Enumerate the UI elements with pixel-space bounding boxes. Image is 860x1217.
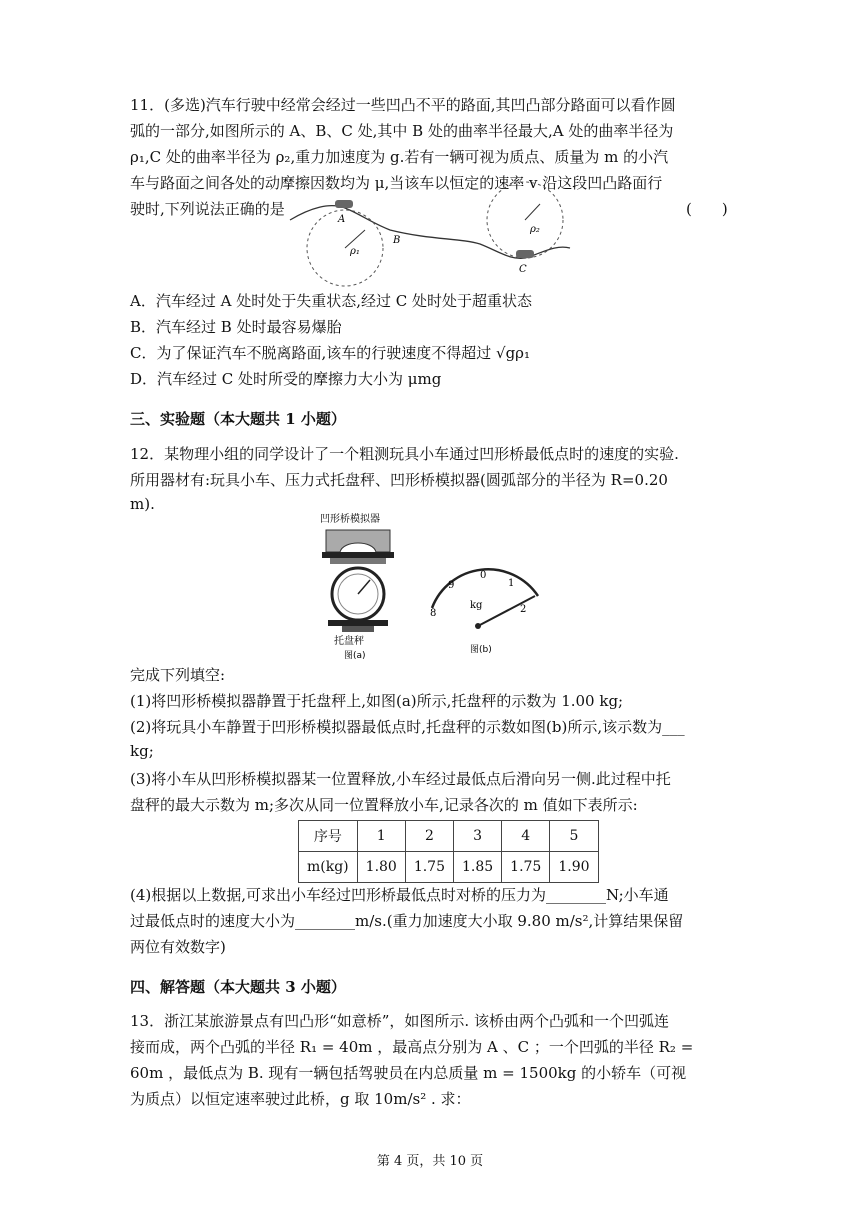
- answer-bracket: ( ): [686, 200, 728, 218]
- dial-needle: [478, 596, 535, 626]
- q11-line-5: 驶时,下列说法正确的是: [130, 200, 285, 218]
- tick-9: 9: [448, 580, 455, 591]
- fig-a-top-label: 凹形桥模拟器: [320, 514, 380, 525]
- option-d: D．汽车经过 C 处时所受的摩擦力大小为 μmg: [130, 370, 442, 388]
- fig-b-caption: 图(b): [470, 645, 492, 655]
- fig-a-caption: 图(a): [344, 651, 366, 661]
- figure-b-dial: [420, 556, 550, 656]
- tick-1: 1: [508, 578, 515, 589]
- table-cell: 1.75: [405, 852, 453, 883]
- table-cell: 序号: [299, 821, 358, 852]
- unit-kg: kg: [470, 600, 483, 611]
- q12-step-4c: 两位有效数字): [130, 938, 226, 956]
- option-b: B．汽车经过 B 处时最容易爆胎: [130, 318, 342, 336]
- q12-step-3: (3)将小车从凹形桥模拟器某一位置释放,小车经过最低点后滑向另一侧.此过程中托: [130, 770, 671, 788]
- figure-a-scale: [318, 512, 398, 662]
- q12-step-0: 完成下列填空:: [130, 666, 226, 684]
- section-3-heading: 三、实验题（本大题共 1 小题）: [130, 410, 346, 428]
- q13-line-4: 为质点）以恒定速率驶过此桥，g 取 10m/s² . 求：: [130, 1090, 471, 1108]
- tick-8: 8: [430, 608, 437, 619]
- table-cell: 1.80: [357, 852, 405, 883]
- table-cell: 3: [454, 821, 502, 852]
- q12-step-3b: 盘秤的最大示数为 m;多次从同一位置释放小车,记录各次的 m 值如下表所示:: [130, 796, 638, 814]
- mass-table: [298, 820, 599, 883]
- bridge-simulator: [326, 530, 390, 552]
- road-figure: [290, 196, 580, 286]
- fig-a-bottom-label: 托盘秤: [334, 636, 364, 647]
- table-cell: 4: [502, 821, 550, 852]
- table-cell: m(kg): [299, 852, 358, 883]
- q12-step-2: (2)将玩具小车静置于凹形桥模拟器最低点时,托盘秤的示数如图(b)所示,该示数为___: [130, 718, 685, 736]
- option-a: A．汽车经过 A 处时处于失重状态,经过 C 处时处于超重状态: [130, 292, 532, 310]
- table-cell: 2: [405, 821, 453, 852]
- q11-line-1: 11．(多选)汽车行驶中经常会经过一些凹凸不平的路面,其凹凸部分路面可以看作圆: [130, 96, 676, 114]
- table-cell: 1.75: [502, 852, 550, 883]
- car-a: [335, 200, 353, 208]
- option-c: C．为了保证汽车不脱离路面,该车的行驶速度不得超过 √gρ₁: [130, 344, 531, 362]
- q12-step-4a: (4)根据以上数据,可求出小车经过凹形桥最低点时对桥的压力为________N;小车通: [130, 886, 669, 904]
- label-rho2: ρ₂: [530, 224, 540, 235]
- table-cell: 1: [357, 821, 405, 852]
- page-footer: 第 4 页，共 10 页: [376, 1154, 484, 1169]
- section-4-heading: 四、解答题（本大题共 3 小题）: [130, 978, 346, 996]
- q12-step-2b: kg;: [130, 742, 154, 760]
- q11-line-2: 弧的一部分,如图所示的 A、B、C 处,其中 B 处的曲率半径最大,A 处的曲率半径为: [130, 122, 674, 140]
- q12-line-1: 12．某物理小组的同学设计了一个粗测玩具小车通过凹形桥最低点时的速度的实验.: [130, 445, 679, 463]
- label-b: B: [393, 235, 401, 246]
- q11-line-4: 车与路面之间各处的动摩擦因数均为 μ,当该车以恒定的速率 v 沿这段凹凸路面行: [130, 174, 663, 192]
- car-c: [516, 250, 534, 258]
- table-cell: 1.85: [454, 852, 502, 883]
- q12-step-4b: 过最低点时的速度大小为________m/s.(重力加速度大小取 9.80 m/s²,计算结果保留: [130, 912, 684, 930]
- q13-line-2: 接而成，两个凸弧的半径 R₁ = 40m ，最高点分别为 A 、C ；一个凹弧的半径 R₂ =: [130, 1038, 694, 1056]
- table-row: [299, 852, 599, 883]
- q12-step-1: (1)将凹形桥模拟器静置于托盘秤上,如图(a)所示,托盘秤的示数为 1.00 kg;: [130, 692, 624, 710]
- tick-0: 0: [480, 570, 487, 581]
- q12-line-2: 所用器材有:玩具小车、压力式托盘秤、凹形桥模拟器(圆弧部分的半径为 R=0.20: [130, 471, 668, 489]
- tick-2: 2: [520, 604, 527, 615]
- table-header-row: [299, 821, 599, 852]
- label-a: A: [338, 214, 346, 225]
- label-c: C: [519, 264, 527, 275]
- q12-line-3: m).: [130, 495, 155, 513]
- q13-line-3: 60m ，最低点为 B. 现有一辆包括驾驶员在内总质量 m = 1500kg 的小轿车（可视: [130, 1064, 687, 1082]
- q13-line-1: 13．浙江某旅游景点有凹凸形“如意桥”，如图所示. 该桥由两个凸弧和一个凹弧连: [130, 1012, 669, 1030]
- table-cell: 1.90: [550, 852, 598, 883]
- label-rho1: ρ₁: [350, 246, 360, 257]
- table-cell: 5: [550, 821, 598, 852]
- q11-line-3: ρ₁,C 处的曲率半径为 ρ₂,重力加速度为 g.若有一辆可视为质点、质量为 m 的小汽: [130, 148, 669, 166]
